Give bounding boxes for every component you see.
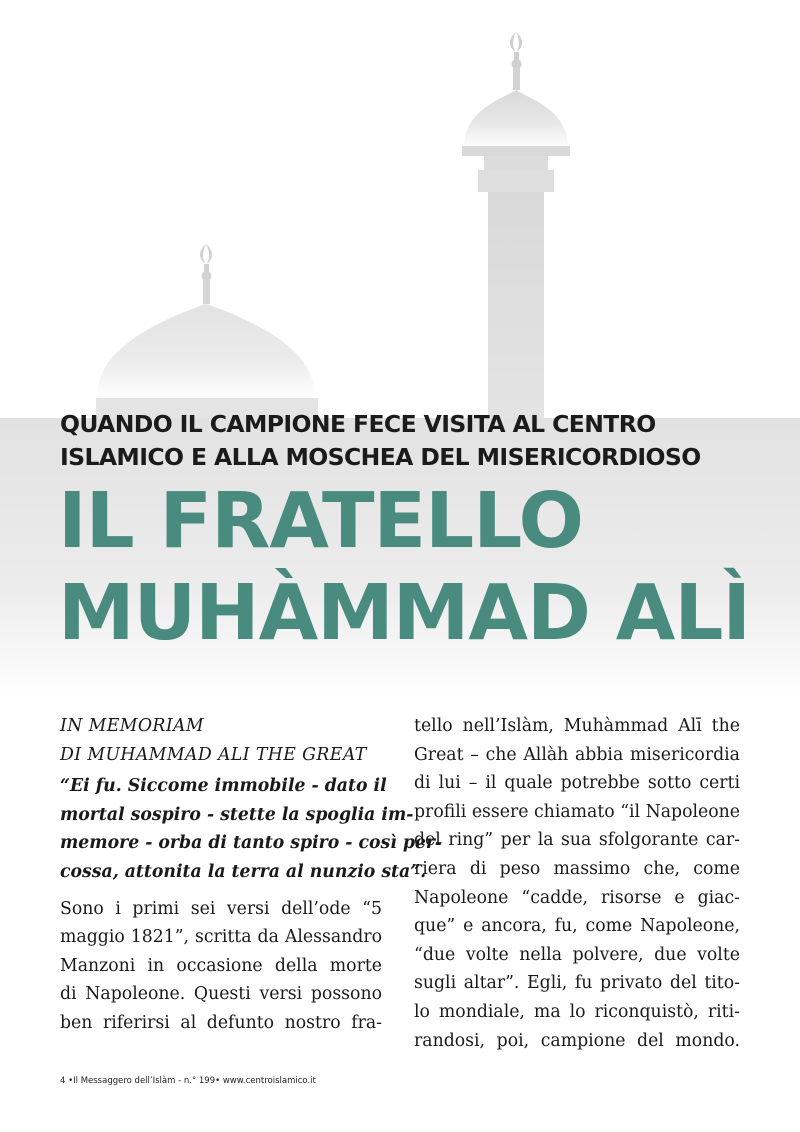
body-line: tello nell’Islàm, Muhàmmad Alī the (414, 716, 740, 736)
text-column-left (60, 712, 443, 1038)
body-paragraph (60, 895, 382, 1038)
page-footer: 4 •Il Messaggero dell’Islàm - n.° 199• www.centroislamico.it (60, 1076, 316, 1086)
body-line: randosi, poi, campione del mondo. (414, 1030, 740, 1051)
article-title (58, 476, 798, 660)
article-kicker (60, 408, 760, 474)
body-line: di lui – il quale potrebbe sotto certi (414, 773, 740, 794)
body-line: sugli altar”. Egli, fu privato del tito- (414, 973, 740, 994)
manzoni-quote (60, 772, 443, 886)
body-line: ben riferirsi al defunto nostro fra- (60, 1012, 382, 1033)
body-line: profili essere chiamato “il Napoleone (414, 801, 740, 822)
body-line: di Napoleone. Questi versi possono (60, 984, 382, 1005)
kicker-line: QUANDO IL CAMPIONE FECE VISITA AL CENTRO (60, 410, 656, 438)
body-line: Napoleone “cadde, risorse e giac- (414, 887, 740, 908)
body-line: lo mondiale, ma lo riconquistò, riti- (414, 1001, 740, 1022)
title-line: IL FRATELLO (58, 477, 583, 566)
body-line: riera di peso massimo che, come (414, 858, 740, 879)
kicker-line: ISLAMICO E ALLA MOSCHEA DEL MISERICORDIOSO (60, 443, 701, 471)
quote-line: “Ei fu. Siccome immobile - dato il (60, 776, 387, 797)
body-line: del ring” per la sua sfolgorante car- (414, 830, 740, 851)
body-line: maggio 1821”, scritta da Alessandro (60, 927, 382, 948)
memoriam-line: IN MEMORIAM (60, 716, 205, 736)
quote-line: mortal sospiro - stette la spoglia im- (60, 804, 414, 825)
body-line: Great – che Allàh abbia misericordia (414, 744, 740, 765)
body-line: “due volte nella polvere, due volte (414, 944, 740, 965)
body-line: Sono i primi sei versi dell’ode “5 (60, 898, 382, 919)
quote-line: cossa, attonita la terra al nunzio sta”. (60, 861, 427, 882)
title-line: MUHÀMMAD ALÌ (58, 569, 751, 658)
text-column-right (414, 712, 740, 1055)
memoriam-heading (60, 712, 382, 769)
memoriam-line: DI MUHAMMAD ALI THE GREAT (60, 744, 367, 765)
body-paragraph (414, 712, 740, 1055)
body-line: que” e ancora, fu, come Napoleone, (414, 916, 740, 937)
body-line: Manzoni in occasione della morte (60, 955, 382, 976)
quote-line: memore - orba di tanto spiro - così per- (60, 833, 443, 854)
